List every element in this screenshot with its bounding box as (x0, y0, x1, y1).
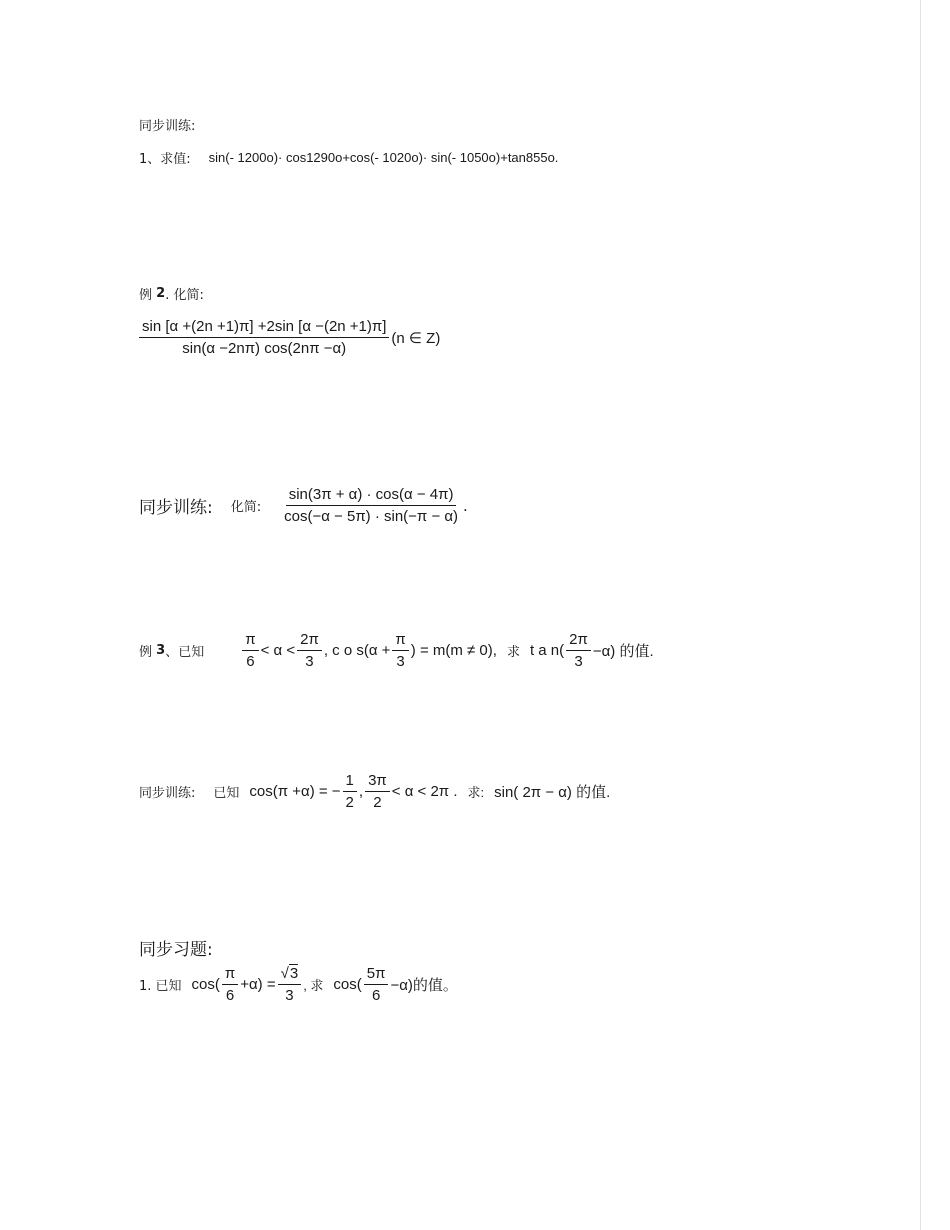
exercise-1-middle: +α) = (240, 976, 276, 993)
practice1-heading-text: 同步训练: (139, 119, 196, 134)
frac-numerator: 1 (343, 772, 357, 792)
exercise-1 (139, 965, 458, 1004)
example-3-equation: ) = m(m ≠ 0), (410, 642, 497, 659)
frac-denominator: 3 (574, 653, 583, 670)
example-2-fraction (139, 318, 389, 357)
practice3-range: < α < 2π . (391, 783, 458, 800)
page-right-edge (920, 0, 921, 1230)
example-2-number: 2 (156, 286, 166, 301)
frac-denominator: 3 (396, 653, 405, 670)
practice2-denominator: cos(−α − 5π) · sin(−π − α) (284, 508, 459, 525)
frac-numerator: 5π (364, 965, 389, 985)
frac-denominator: 3 (285, 987, 294, 1004)
frac-numerator: π (242, 631, 258, 651)
example-3-frac-2 (297, 631, 322, 670)
frac-denominator: 6 (225, 987, 235, 1004)
practice2-label: 化简: (230, 500, 262, 515)
practice3-heading: 同步训练: (139, 786, 196, 801)
frac-numerator: π (222, 965, 238, 985)
frac-numerator: √3 (278, 965, 302, 985)
exercises-heading (139, 935, 213, 960)
example-3-cos: , c o s(α + (323, 642, 391, 659)
practice-3 (139, 772, 610, 811)
practice3-frac-1 (343, 772, 357, 811)
example-2-denominator: sin(α −2nπ) cos(2nπ −α) (182, 340, 347, 357)
question-1-label: 1、求值: (139, 152, 191, 167)
example-3-prefix: 例 (139, 645, 153, 660)
frac-denominator: 2 (373, 794, 382, 811)
example-3-frac-4 (566, 631, 591, 670)
exercise-1-cos-2: cos( (333, 976, 362, 993)
frac-numerator: 3π (365, 772, 390, 792)
frac-numerator: 2π (566, 631, 591, 651)
example-3 (139, 631, 654, 670)
example-2-numerator: sin [α +(2n +1)π] +2sin [α −(2n +1)π] (139, 318, 389, 338)
example-2-heading (139, 284, 204, 303)
example-2-prefix: 例 (139, 288, 153, 303)
practice1-heading (139, 115, 195, 134)
practice3-cos: cos(π +α) = − (249, 783, 341, 800)
exercise-1-label: 1. 已知 (139, 979, 182, 994)
example-3-tan: t a n( (529, 642, 565, 659)
exercise-1-end: −α)的值。 (390, 977, 458, 994)
example-3-formula (240, 631, 653, 670)
question-1-expression: sin(- 1200o)· cos1290o+cos(- 1020o)· sin(- 1050o)+tan855o. (208, 150, 559, 165)
example-3-end: −α) 的值. (592, 643, 654, 660)
practice3-target: sin( 2π − α) 的值. (494, 784, 611, 801)
example-2-formula (137, 318, 440, 357)
exercise-1-ask: , 求 (303, 978, 324, 993)
exercise-1-formula (192, 965, 458, 1004)
practice3-comma: , (358, 783, 364, 800)
question-1 (139, 148, 558, 167)
example-3-frac-1 (242, 631, 258, 670)
exercise-1-frac-2 (278, 965, 302, 1004)
frac-denominator: 6 (371, 987, 381, 1004)
example-3-frac-3 (392, 631, 408, 670)
practice2-period: . (463, 496, 468, 515)
example-3-inequality: < α < (260, 642, 296, 659)
exercise-1-frac-3 (364, 965, 389, 1004)
practice2-heading: 同步训练: (139, 498, 213, 518)
frac-numerator: π (392, 631, 408, 651)
example-2-domain: (n ∈ Z) (391, 329, 441, 347)
practice3-formula (249, 772, 610, 811)
example-3-ask: 求 (506, 644, 520, 659)
sqrt-radicand: 3 (289, 965, 299, 982)
practice3-known: 已知 (213, 786, 240, 801)
practice3-frac-2 (365, 772, 390, 811)
frac-denominator: 2 (345, 794, 354, 811)
example-3-number: 3 (156, 643, 166, 658)
frac-denominator: 6 (246, 653, 255, 670)
practice2-numerator: sin(3π + α) · cos(α − 4π) (286, 486, 457, 506)
exercises-heading-text: 同步习题: (139, 940, 213, 960)
frac-numerator: 2π (297, 631, 322, 651)
exercise-1-cos: cos( (191, 976, 220, 993)
practice-2 (139, 486, 468, 525)
example-2-instruction: . 化简: (165, 288, 204, 303)
example-3-known: 、已知 (165, 645, 205, 660)
practice2-fraction (281, 486, 461, 525)
practice3-ask: 求: (467, 785, 485, 800)
exercise-1-frac-1 (222, 965, 238, 1004)
frac-denominator: 3 (305, 653, 314, 670)
